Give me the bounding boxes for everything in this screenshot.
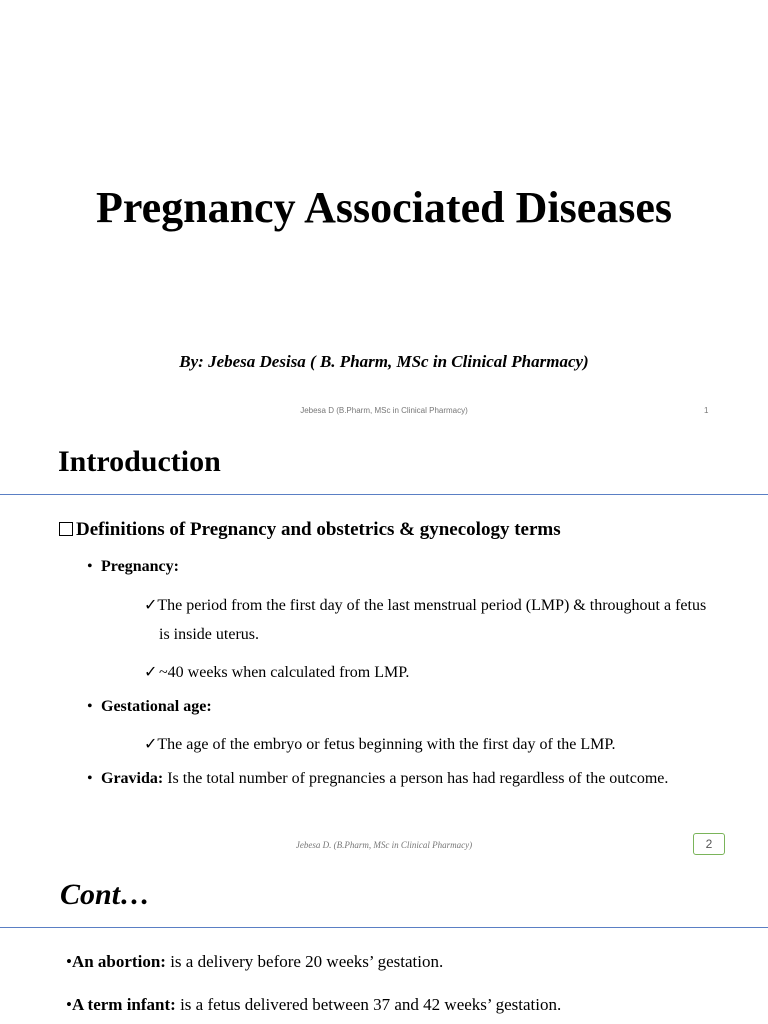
checkbox-bullet-icon — [59, 522, 73, 536]
list-item-gestational-age — [87, 698, 212, 716]
list-subitem — [144, 734, 616, 754]
slide-title: Cont… — [60, 878, 151, 911]
title-divider — [0, 494, 768, 495]
bullet-icon: • — [66, 952, 72, 971]
title-slide — [0, 0, 768, 430]
introduction-slide — [0, 431, 768, 863]
definition-text: ~40 weeks when calculated from LMP. — [159, 664, 410, 681]
presentation-title: Pregnancy Associated Diseases — [95, 183, 673, 232]
term-label: An abortion: — [71, 952, 166, 971]
bullet-icon: • — [87, 698, 93, 715]
list-subitem-continuation: is inside uterus. — [159, 626, 259, 643]
bullet-icon: • — [66, 995, 72, 1014]
title-divider — [0, 927, 768, 928]
slide-number: 1 — [704, 406, 709, 415]
slide-footer: Jebesa D (B.Pharm, MSc in Clinical Pharmacy) — [300, 406, 468, 415]
list-item-term-infant — [66, 995, 561, 1015]
definition-text: The period from the first day of the last menstrual period (LMP) & throughout a fetus — [157, 597, 707, 614]
slide-title: Introduction — [58, 445, 221, 478]
slide-footer: Jebesa D. (B.Pharm, MSc in Clinical Pharmacy) — [295, 840, 473, 850]
list-item-gravida — [87, 770, 668, 788]
author-byline: By: Jebesa Desisa ( B. Pharm, MSc in Clinical Pharmacy) — [179, 352, 589, 371]
bullet-icon: • — [87, 770, 93, 787]
list-item-pregnancy — [87, 558, 179, 576]
section-heading-text: Definitions of Pregnancy and obstetrics & gynecology terms — [76, 519, 561, 540]
definition-text: The age of the embryo or fetus beginning with the first day of the LMP. — [157, 736, 616, 753]
check-icon: ✓ — [144, 597, 158, 614]
term-label: Pregnancy: — [101, 558, 179, 575]
list-item-abortion — [66, 952, 443, 972]
cont-slide — [0, 864, 768, 1024]
check-icon: ✓ — [144, 736, 158, 753]
list-subitem — [144, 595, 706, 615]
section-heading — [59, 519, 561, 541]
definition-text: is a fetus delivered between 37 and 42 weeks’ gestation. — [180, 995, 562, 1014]
slide-number: 2 — [693, 833, 725, 855]
term-label: Gestational age: — [101, 698, 212, 715]
list-subitem — [144, 662, 409, 682]
term-label: A term infant: — [71, 995, 176, 1014]
bullet-icon: • — [87, 558, 93, 575]
term-label: Gravida: — [101, 770, 164, 787]
definition-text: Is the total number of pregnancies a person has had regardless of the outcome. — [167, 770, 669, 787]
definition-text: is a delivery before 20 weeks’ gestation. — [170, 952, 444, 971]
check-icon: ✓ — [144, 664, 158, 681]
